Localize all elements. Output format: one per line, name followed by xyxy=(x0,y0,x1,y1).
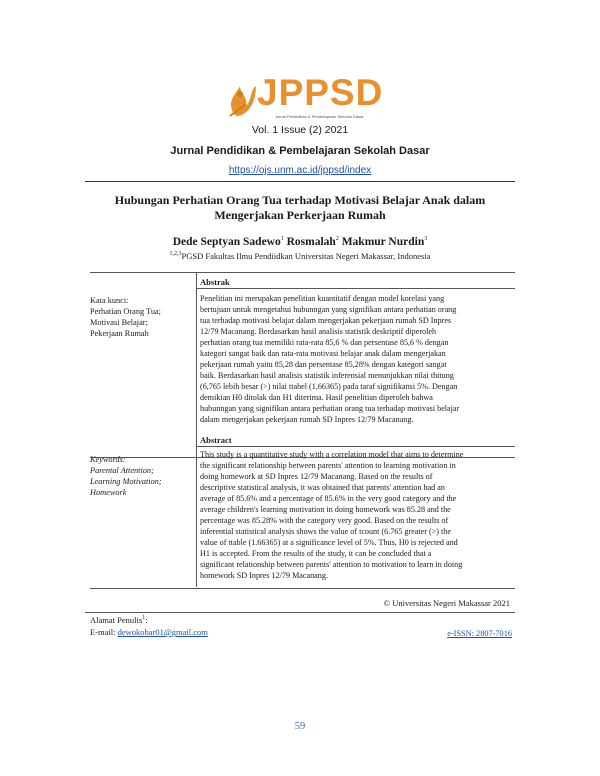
affiliation xyxy=(0,251,600,261)
abstract-en-keywords xyxy=(90,454,162,498)
logo-text: JPPSD xyxy=(257,72,384,113)
email-link[interactable]: dewokobar01@gmail.com xyxy=(117,627,208,637)
author-email xyxy=(90,627,208,637)
keyword-item: Perhatian Orang Tua; xyxy=(90,307,161,316)
article-title xyxy=(90,193,510,223)
abstract-line: inferential statistical analysis shows the value of tcount (6.765 greater (>) the xyxy=(200,527,451,536)
keyword-item: Learning Motivation; xyxy=(90,477,162,486)
abstrak-line: perhatian orang tua memiliki rata-rata 85,6 % dan persentase 85,6 % dengan xyxy=(200,338,449,347)
affiliation-text: PGSD Fakultas Ilmu Pendiidkan Universitas Negeri Makassar, Indonesia xyxy=(181,251,431,261)
abstract-line: the significant relationship between parents' attention to learning motivation in xyxy=(200,461,456,470)
alamat-sup: 1 xyxy=(142,615,146,622)
abstract-en-heading: Abstract xyxy=(200,435,232,445)
keyword-item: Parental Attention; xyxy=(90,466,154,475)
abstrak-line: Penelitian ini merupakan penelitian kuantitatif dengan model korelasi yang xyxy=(200,294,445,303)
journal-logo xyxy=(230,72,384,122)
abstrak-line: (6,765 lebih besar (>) nilai ttabel (1,66365) pada taraf signifikansi 5%. Dengan xyxy=(200,382,458,391)
abstrak-line: tua terhadap motivasi belajar dalam mengerjakan pekerjaan rumah SD Inpres xyxy=(200,316,452,325)
abstrak-line: hubunngan yang signifikan antara perhatian orang tua terhadap motivasi belajar xyxy=(200,404,460,413)
abstrak-heading-rule xyxy=(196,288,515,289)
abstrak-line: dalam mengerjakan pekerjaan rumah SD Inpres 12/79 Macanang. xyxy=(200,415,414,424)
author-name: Makmur Nurdin xyxy=(341,236,425,248)
keywords-label: Kata kunci: xyxy=(90,296,129,305)
keyword-item: Pekerjaan Rumah xyxy=(90,329,149,338)
author-name: Dede Septyan Sadewo xyxy=(172,236,281,248)
keywords-label: Keywords: xyxy=(90,455,126,464)
title-line-1: Hubungan Perhatian Orang Tua terhadap Motivasi Belajar Anak dalam xyxy=(114,193,486,207)
abstract-line: value of ttable (1.66365) at a significance level of 5%. Thus, H0 is rejected and xyxy=(200,538,458,547)
abstract-line: average children's learning motivation in doing homework was 85.28 and the xyxy=(200,505,451,514)
abstrak-column-divider xyxy=(196,272,197,457)
author-sup: 1 xyxy=(280,236,284,243)
abstrak-body xyxy=(200,293,514,425)
abstract-en-body xyxy=(200,449,514,581)
abstract-en-heading-rule xyxy=(196,446,515,447)
affiliation-sup: 1,2,3 xyxy=(169,251,182,258)
abstract-line: This study is a quantitative study with a correlation model that aims to determine xyxy=(200,450,464,459)
abstract-line: H1 is accepted. From the results of the study, it can be concluded that a xyxy=(200,549,432,558)
title-line-2: Mengerjakan Perkerjaan Rumah xyxy=(214,208,386,222)
email-label: E-mail: xyxy=(90,627,118,637)
page-number: 59 xyxy=(294,721,306,732)
keyword-item: Motivasi Belajar; xyxy=(90,318,148,327)
author-list xyxy=(0,236,600,248)
footer-rule xyxy=(85,612,515,613)
abstract-bottom-rule xyxy=(90,588,515,589)
abstrak-line: kategori sangat baik dan rata-rata motivasi belajar anak dalam mengerjakan xyxy=(200,349,446,358)
abstrak-keywords xyxy=(90,295,161,339)
eissn-link[interactable]: e-ISSN: 2807-7016 xyxy=(447,629,512,638)
header-divider xyxy=(85,181,515,182)
abstract-line: homework SD Inpres 12/79 Macanang. xyxy=(200,571,328,580)
abstract-line: descriptive statistical analysis, it was obtained that parents' attention had an xyxy=(200,483,445,492)
logo-subtitle: Jurnal Pendidikan & Pembelajaran Sekolah Dasar xyxy=(275,114,364,119)
keyword-item: Homework xyxy=(90,488,127,497)
author-sup: 3 xyxy=(424,236,428,243)
abstrak-line: bertujuan untuk mengetahui hubunngan yang signifikan antara perhatian orang xyxy=(200,305,457,314)
author-sup: 2 xyxy=(335,236,339,243)
abstract-line: doing homework at SD Inpres 12/79 Macanang. Based on the results of xyxy=(200,472,433,481)
alamat-label: Alamat Penulis xyxy=(90,615,143,625)
journal-name: Jurnal Pendidikan & Pembelajaran Sekolah Dasar xyxy=(170,145,430,157)
author-name: Rosmalah xyxy=(286,236,336,248)
author-address: Alamat Penulis$^1$: xyxy=(90,615,148,625)
abstract-top-rule xyxy=(90,272,515,273)
flame-figure-icon xyxy=(226,80,258,120)
abstract-line: percentage was 85.28% with the category very good. Based on the results of xyxy=(200,516,449,525)
abstrak-line: baik. Berdasarkan hasil analisis statistik inferensial menunjukkan nilai thitung xyxy=(200,371,454,380)
abstrak-line: 12/79 Macanang. Berdasarkan hasil analisis statistik deskriptif diperoleh xyxy=(200,327,437,336)
abstract-line: significant relationship between parents' attention to motivation to learn in doing xyxy=(200,560,463,569)
abstrak-heading: Abstrak xyxy=(200,277,230,287)
abstrak-line: demikian H0 ditolak dan H1 diterima. Hasil penelitian diperoleh bahwa xyxy=(200,393,433,402)
copyright-notice: © Universitas Negeri Makassar 2021 xyxy=(383,598,510,608)
abstract-en-column-divider xyxy=(196,457,197,587)
abstract-line: average of 85.6% and a percentage of 85.6% in the very good category and the xyxy=(200,494,457,503)
journal-url-link[interactable]: https://ojs.unm.ac.id/jppsd/index xyxy=(228,165,372,176)
volume-issue: Vol. 1 Issue (2) 2021 xyxy=(251,124,349,136)
abstrak-line: pekerjaan rumah yaitu 85,28 dan persentase 85,28% dengan kategori sangat xyxy=(200,360,447,369)
